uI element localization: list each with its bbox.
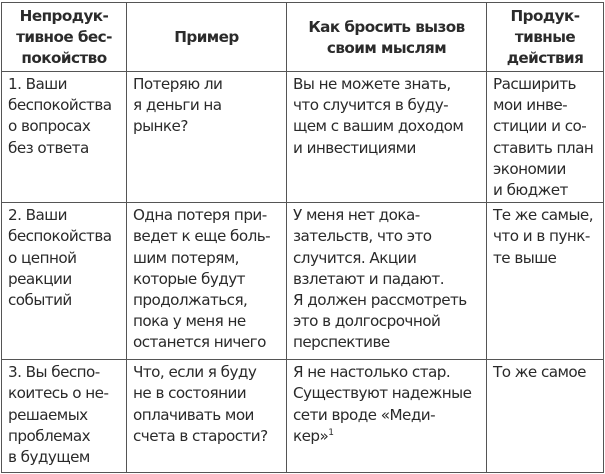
cell-line: в будущем bbox=[8, 448, 90, 467]
cell-line: 1. Ваши bbox=[8, 75, 67, 93]
cell-line: кер» bbox=[293, 426, 329, 445]
cell-line: зательств, что это bbox=[293, 227, 432, 246]
cell-line: Вы не можете знать, bbox=[293, 75, 451, 93]
cell-line: о вопросах bbox=[8, 117, 91, 136]
cell-line: те выше bbox=[493, 248, 557, 267]
cell-challenge bbox=[287, 360, 487, 473]
cell-line: я деньги на bbox=[133, 96, 222, 115]
cell-line: коитесь о не- bbox=[8, 384, 109, 403]
cell-unproductive-worry bbox=[2, 203, 127, 360]
cell-line: пока у меня не bbox=[133, 312, 246, 331]
cell-line: Что, если я буду bbox=[133, 363, 257, 382]
cell-line: 2. Ваши bbox=[8, 206, 67, 225]
cell-line: рынке? bbox=[133, 117, 188, 136]
cell-line: решаемых bbox=[8, 405, 88, 424]
cell-line: взлетают и падают. bbox=[293, 269, 444, 288]
cell-example bbox=[127, 72, 287, 203]
cell-productive-action bbox=[487, 72, 604, 203]
header-line: покойство bbox=[21, 49, 107, 67]
header-challenge-thoughts bbox=[287, 3, 487, 72]
cell-line: это в долгосрочной bbox=[293, 312, 441, 331]
cell-line: ставить план bbox=[493, 138, 594, 157]
cell-line: оплачивать мои bbox=[133, 405, 254, 424]
cell-line: Одна потеря при- bbox=[133, 206, 267, 225]
cell-line: щем с вашим доходом bbox=[293, 117, 464, 136]
cell-line: останется ничего bbox=[133, 333, 266, 352]
cell-line: ведет к еще боль- bbox=[133, 227, 271, 246]
cell-line: Существуют надежные bbox=[293, 384, 472, 403]
cell-line: беспокойства bbox=[8, 96, 112, 115]
cell-line: беспокойства bbox=[8, 227, 112, 246]
cell-challenge bbox=[287, 72, 487, 203]
header-line: Как бросить вызов bbox=[308, 17, 465, 36]
cell-productive-action bbox=[487, 360, 604, 473]
header-productive-actions bbox=[487, 3, 604, 72]
worry-table bbox=[1, 2, 604, 473]
cell-line: Потеряю ли bbox=[133, 75, 223, 93]
cell-challenge bbox=[287, 203, 487, 360]
header-line: Продук- bbox=[510, 7, 580, 25]
cell-line: То же самое bbox=[493, 363, 586, 382]
header-line: Непродук- bbox=[19, 7, 109, 25]
header-example bbox=[127, 3, 287, 72]
cell-line: проблемах bbox=[8, 426, 91, 445]
cell-line: что случится в буду- bbox=[293, 96, 449, 115]
cell-line: экономии bbox=[493, 159, 566, 178]
header-row bbox=[2, 3, 604, 72]
cell-line: мои инве- bbox=[493, 96, 568, 115]
table-row bbox=[2, 72, 604, 203]
cell-line: Я не настолько стар. bbox=[293, 363, 451, 382]
cell-line: и бюджет bbox=[493, 181, 568, 200]
cell-line: Те же самые, bbox=[493, 206, 593, 225]
table-row bbox=[2, 360, 604, 473]
cell-line: Я должен рассмотреть bbox=[293, 291, 467, 310]
cell-example bbox=[127, 360, 287, 473]
cell-line: не в состоянии bbox=[133, 384, 247, 403]
cell-line: сети вроде «Меди- bbox=[293, 405, 436, 424]
cell-unproductive-worry bbox=[2, 72, 127, 203]
footnote-marker: 1 bbox=[328, 427, 334, 438]
cell-productive-action bbox=[487, 203, 604, 360]
header-line: своим мыслям bbox=[326, 38, 447, 57]
cell-line: У меня нет дока- bbox=[293, 206, 420, 225]
cell-line: перспективе bbox=[293, 333, 390, 352]
cell-line: Расширить bbox=[493, 75, 576, 93]
cell-line: что и в пунк- bbox=[493, 227, 590, 246]
cell-line: продолжаться, bbox=[133, 291, 248, 310]
header-line: тивные bbox=[514, 28, 576, 46]
cell-line: которые будут bbox=[133, 269, 245, 288]
cell-line-with-footnote bbox=[293, 426, 483, 447]
header-unproductive-worry bbox=[2, 3, 127, 72]
cell-line: счета в старости? bbox=[133, 426, 268, 445]
cell-example bbox=[127, 203, 287, 360]
cell-line: шим потерям, bbox=[133, 248, 239, 267]
cell-line: и инвестициями bbox=[293, 138, 416, 157]
cell-line: случится. Акции bbox=[293, 248, 417, 267]
cell-unproductive-worry bbox=[2, 360, 127, 473]
header-line: тивное бес- bbox=[16, 28, 112, 46]
cell-line: без ответа bbox=[8, 138, 89, 157]
cell-line: стиции и со- bbox=[493, 117, 587, 136]
cell-line: 3. Вы беспо- bbox=[8, 363, 100, 382]
table-row bbox=[2, 203, 604, 360]
header-line: Пример bbox=[174, 28, 239, 46]
header-line: действия bbox=[506, 49, 584, 67]
cell-line: реакции bbox=[8, 269, 72, 288]
cell-line: событий bbox=[8, 291, 72, 310]
cell-line: о цепной bbox=[8, 248, 77, 267]
